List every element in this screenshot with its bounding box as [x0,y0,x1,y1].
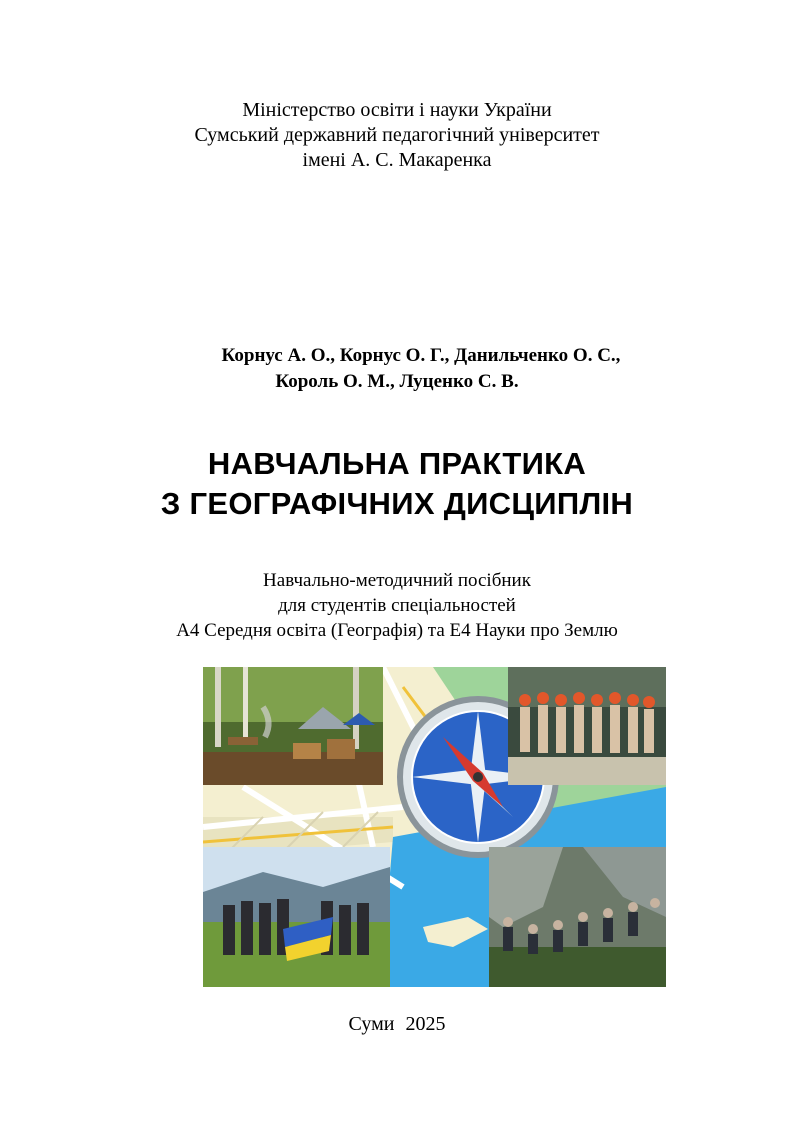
title-line-1: НАВЧАЛЬНА ПРАКТИКА [207,446,587,481]
cover-collage [203,667,666,987]
helmets-group-photo [508,667,666,785]
imprint [0,1013,794,1036]
mountain-flag-group-photo [203,847,390,987]
subtitle-line-2: для студентів спеціальностей [278,595,516,616]
title-line-2: З ГЕОГРАФІЧНИХ ДИСЦИПЛІН [160,486,634,521]
authors-line-1: Корнус А. О., Корнус О. Г., Данильченко О. С., [221,345,621,366]
rocks-group-photo [489,847,666,987]
camp-photo [203,667,383,785]
subtitle-line-3: А4 Середня освіта (Географія) та Е4 Науки про Землю [176,620,618,641]
subtitle-line-1: Навчально-методичний посібник [263,570,531,591]
imprint-city: Суми [348,1013,395,1035]
ministry-line: Міністерство освіти і науки України [242,99,552,121]
university-line: Сумський державний педагогічний університет [194,124,600,146]
authors-line-2: Король О. М., Луценко С. В. [275,371,519,392]
book-title [0,444,794,524]
university-name-line: імені А. С. Макаренка [302,149,492,171]
authors [0,343,794,395]
book-subtitle [0,568,794,643]
ministry-header [0,98,794,173]
imprint-year: 2025 [405,1013,446,1035]
collage-svg [203,667,666,987]
